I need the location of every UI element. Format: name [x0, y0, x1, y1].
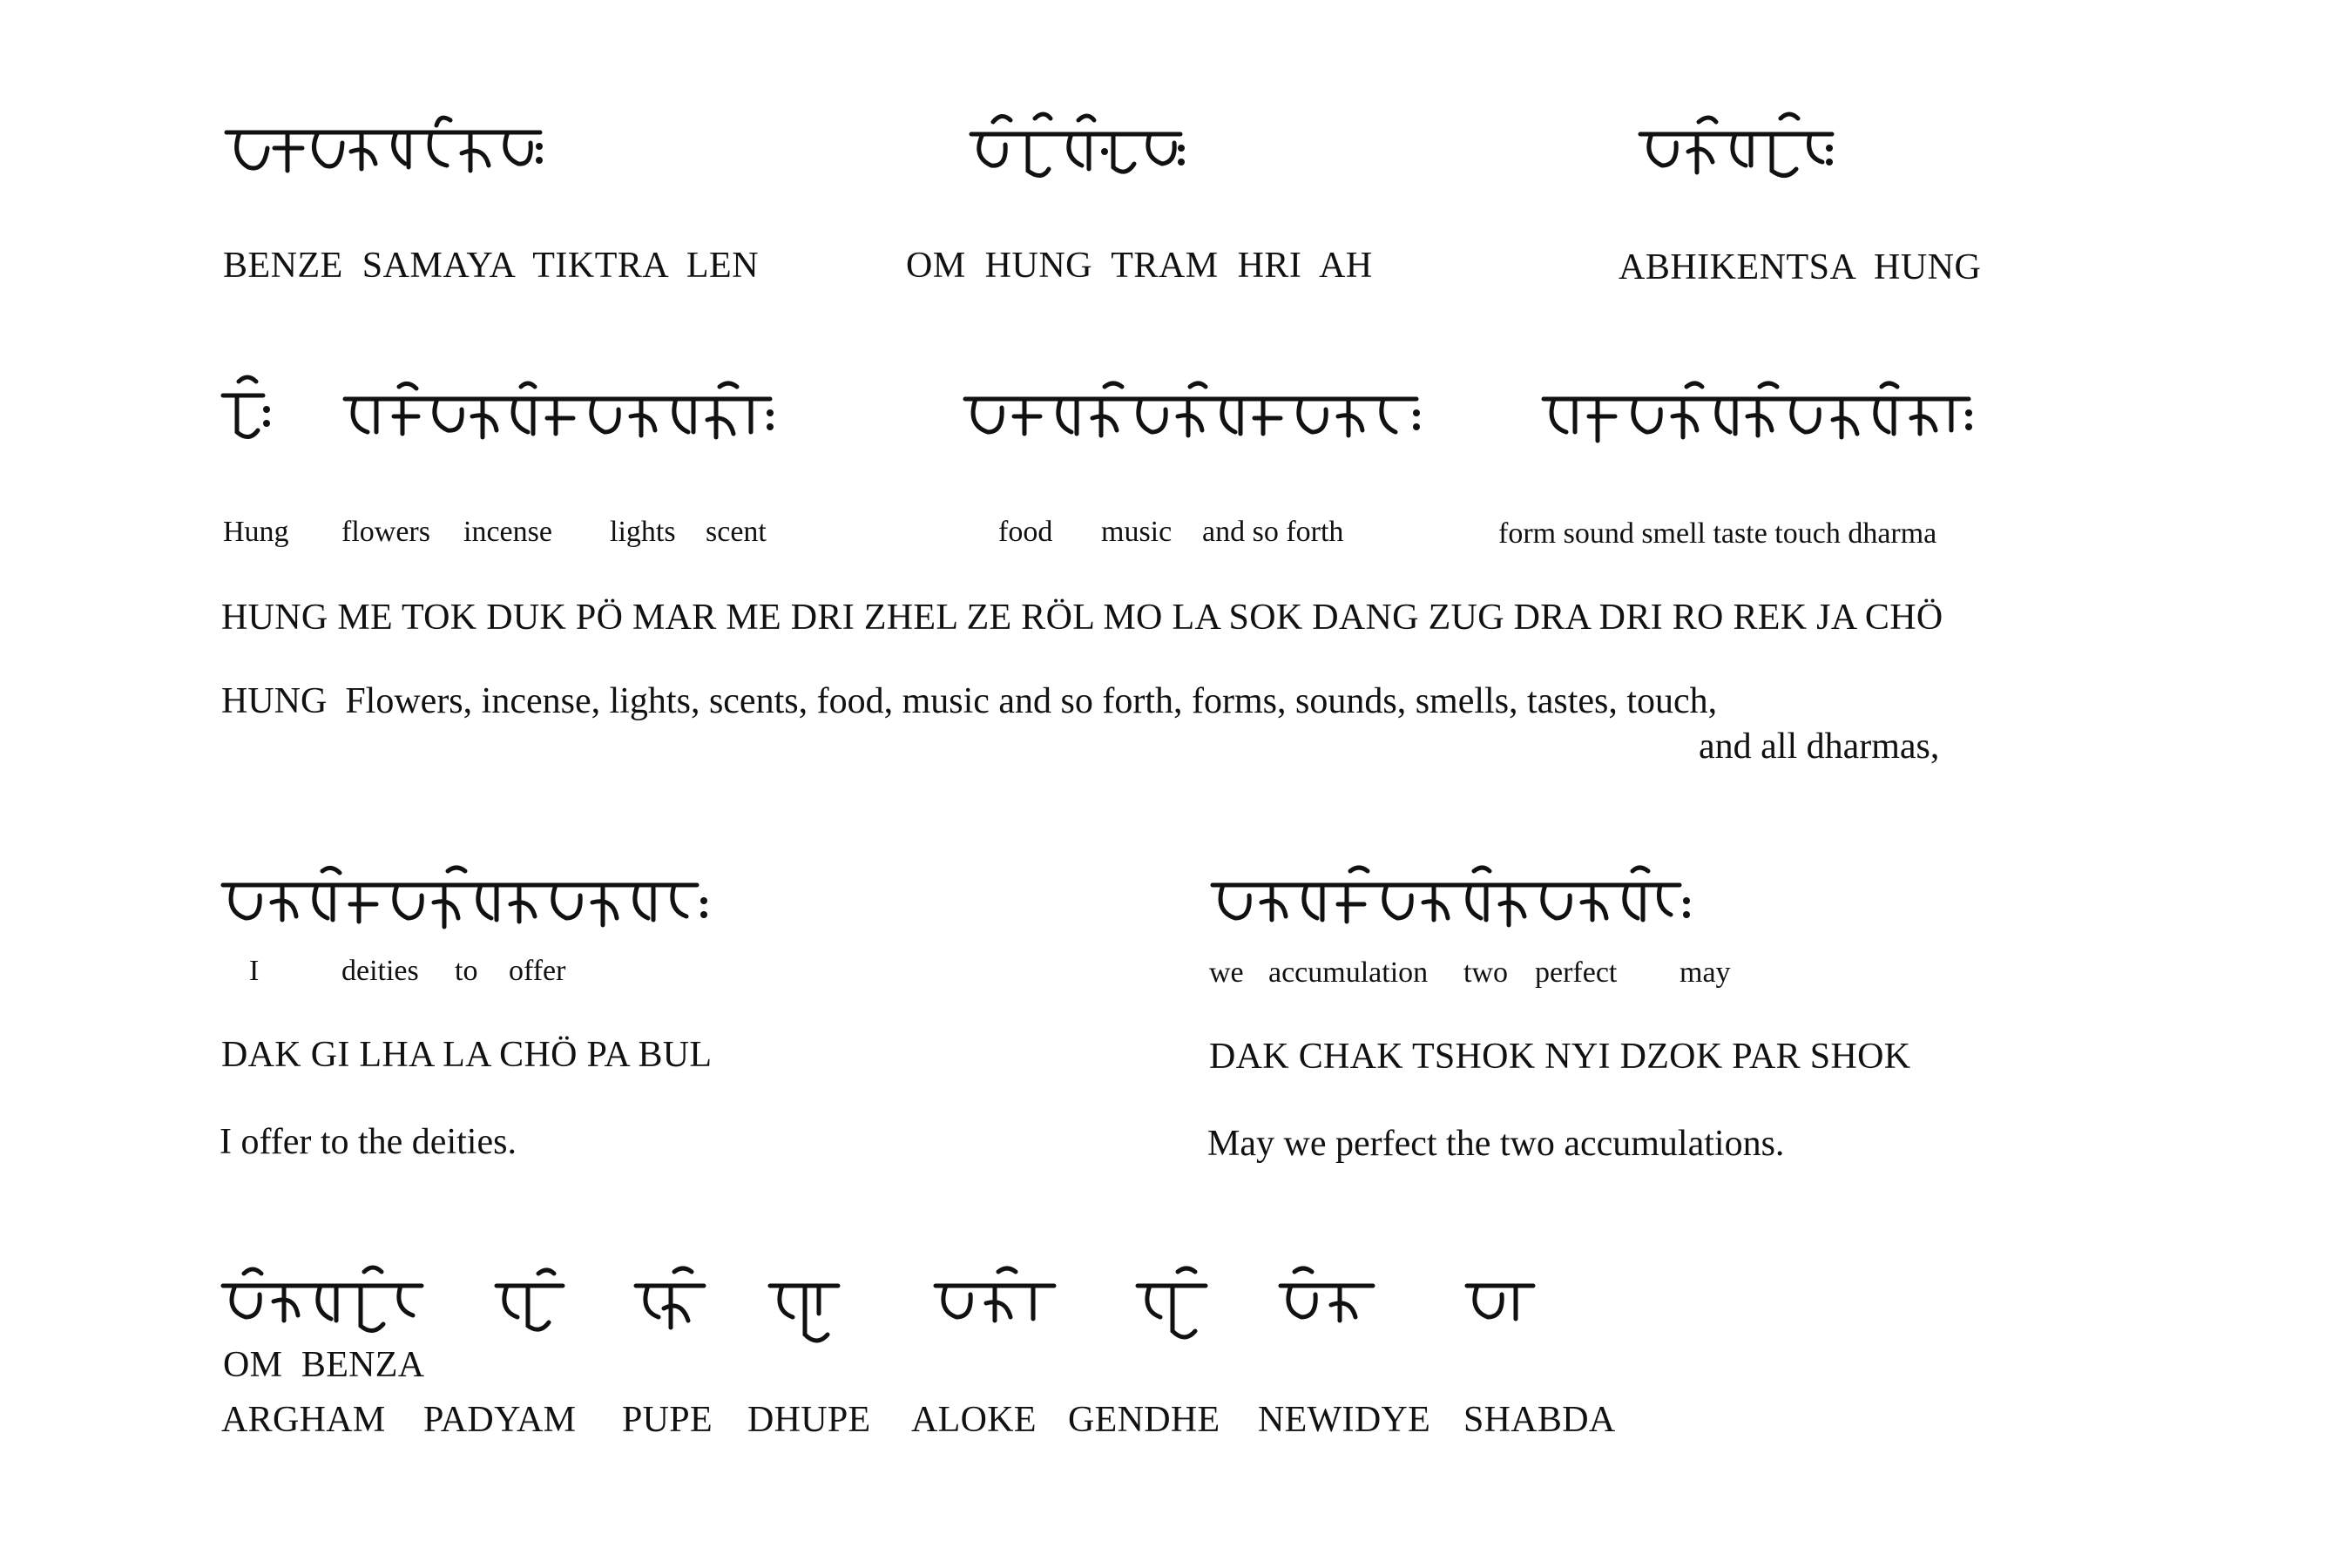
- mantra-word-argham: ARGHAM: [221, 1400, 386, 1440]
- tibetan-script-benze-samaya: [222, 113, 544, 183]
- gloss-word: incense: [463, 516, 552, 548]
- gloss-word: lights: [610, 516, 676, 548]
- mantra-word-newidye: NEWIDYE: [1258, 1400, 1431, 1440]
- gloss-word: flowers: [341, 516, 430, 548]
- gloss-word: food: [998, 516, 1053, 548]
- mantra-word-dhupe: DHUPE: [747, 1400, 871, 1440]
- tibetan-script-dhupe: [767, 1265, 845, 1352]
- tibetan-script-me-tok-duk: [341, 380, 777, 449]
- gloss-word: and so forth: [1202, 516, 1344, 548]
- tibetan-script-gendhe: [1134, 1265, 1213, 1348]
- transliteration-offer: DAK GI LHA LA CHÖ PA BUL: [221, 1035, 713, 1075]
- gloss-word: offer: [509, 955, 566, 987]
- gloss-word: perfect: [1535, 956, 1618, 989]
- tibetan-script-shabda: [1463, 1265, 1542, 1340]
- translation-offer: I offer to the deities.: [220, 1122, 517, 1162]
- gloss-word: scent: [706, 516, 767, 548]
- tibetan-script-newidye: [1277, 1265, 1382, 1340]
- tibetan-script-padyam: [493, 1265, 571, 1340]
- gloss-word: music: [1101, 516, 1173, 548]
- mantra-word-shabda: SHABDA: [1463, 1400, 1616, 1440]
- gloss-word: form sound smell taste touch dharma: [1498, 517, 1937, 550]
- translation-offerings-line1: HUNG Flowers, incense, lights, scents, food, music and so forth, forms, sounds, smells, tastes, touch,: [221, 681, 1718, 721]
- tibetan-script-om-benza-argham: [220, 1261, 429, 1340]
- gloss-word: I: [249, 955, 260, 987]
- translation-offerings-line2: and all dharmas,: [1699, 727, 1940, 767]
- gloss-word: two: [1463, 956, 1508, 989]
- transliteration-perfect: DAK CHAK TSHOK NYI DZOK PAR SHOK: [1209, 1037, 1911, 1077]
- gloss-word: deities: [341, 955, 419, 987]
- mantra-word-padyam: PADYAM: [423, 1400, 577, 1440]
- gloss-word: may: [1680, 956, 1731, 989]
- roman-phrase-om-hung-tram: OM HUNG TRAM HRI AH: [906, 246, 1373, 286]
- roman-phrase-abhikentsa: ABHIKENTSA HUNG: [1619, 247, 1982, 287]
- transliteration-om-benza: OM BENZA: [223, 1345, 425, 1385]
- transliteration-offerings: HUNG ME TOK DUK PÖ MAR ME DRI ZHEL ZE RÖL MO LA SOK DANG ZUG DRA DRI RO REK JA CHÖ: [221, 598, 1943, 638]
- translation-perfect: May we perfect the two accumulations.: [1207, 1124, 1785, 1164]
- roman-phrase-benze-samaya: BENZE SAMAYA TIKTRA LEN: [223, 246, 760, 286]
- gloss-word: accumulation: [1268, 956, 1429, 989]
- tibetan-script-aloke: [932, 1265, 1063, 1340]
- tibetan-script-zhel-ze-rol: [962, 380, 1423, 449]
- tibetan-script-abhikentsa: [1636, 108, 1836, 186]
- mantra-word-pupe: PUPE: [622, 1400, 713, 1440]
- tibetan-script-om-hung-tram: [967, 108, 1185, 186]
- tibetan-script-zug-dra-dri: [1540, 380, 1976, 449]
- tibetan-script-dak-gi-lha: [220, 864, 716, 939]
- gloss-word: we: [1209, 956, 1244, 989]
- mantra-word-aloke: ALOKE: [911, 1400, 1037, 1440]
- tibetan-script-pupe: [632, 1265, 711, 1340]
- gloss-word: to: [455, 955, 478, 987]
- tibetan-script-hung: [220, 369, 272, 448]
- gloss-word: Hung: [223, 516, 289, 548]
- mantra-word-gendhe: GENDHE: [1068, 1400, 1220, 1440]
- tibetan-script-dak-chak-tshok: [1209, 864, 1697, 939]
